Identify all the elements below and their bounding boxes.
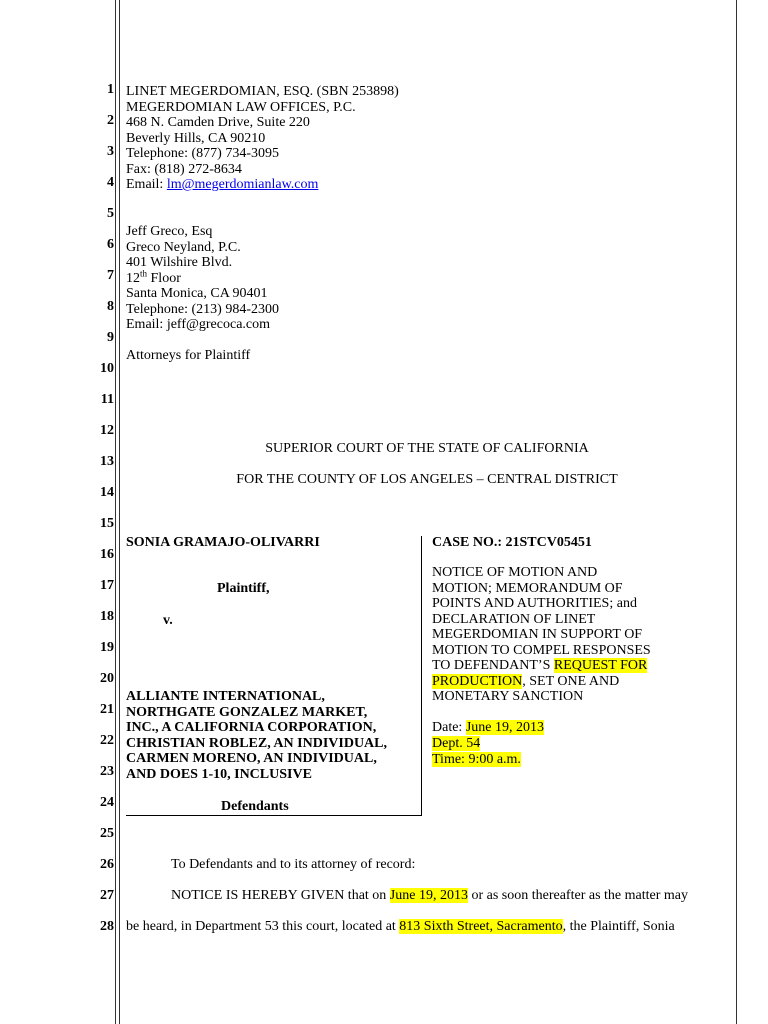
defendant-line: AND DOES 1-10, INCLUSIVE	[126, 766, 312, 782]
defendant-line: CHRISTIAN ROBLEZ, AN INDIVIDUAL,	[126, 735, 387, 751]
telephone: Telephone: (213) 984-2300	[126, 301, 279, 317]
attorney-name: LINET MEGERDOMIAN, ESQ. (SBN 253898)	[126, 84, 399, 99]
motion-title-line: POINTS AND AUTHORITIES; and	[432, 596, 637, 611]
floor-ordinal: th	[140, 267, 148, 278]
line-number: 10	[100, 361, 114, 376]
line-number: 8	[107, 299, 114, 314]
floor-number: 12	[126, 270, 140, 286]
line-number: 15	[100, 516, 114, 531]
email-line: Email: jeff@grecoca.com	[126, 317, 271, 332]
city-address: Santa Monica, CA 90401	[126, 286, 268, 301]
line-number: 27	[100, 888, 114, 903]
line-number: 5	[107, 206, 114, 221]
date-label: Date:	[432, 720, 466, 735]
hearing-time	[432, 752, 521, 768]
case-number: CASE NO.: 21STCV05451	[432, 535, 592, 550]
motion-title-text: TO DEFENDANT’S	[432, 658, 554, 673]
line-number: 19	[100, 640, 114, 655]
versus: v.	[163, 613, 173, 628]
hearing-dept	[432, 736, 480, 752]
highlighted-date: June 19, 2013	[389, 888, 468, 903]
line-number: 20	[100, 671, 114, 686]
line-number: 7	[107, 268, 114, 283]
floor-line	[126, 267, 181, 287]
body-text-run: NOTICE IS HEREBY GIVEN that on	[171, 888, 390, 903]
body-line	[171, 888, 688, 904]
firm-name: MEGERDOMIAN LAW OFFICES, P.C.	[126, 99, 356, 115]
caption-divider-horizontal	[126, 815, 422, 816]
line-number: 21	[100, 702, 114, 717]
body-line: To Defendants and to its attorney of record:	[171, 857, 416, 872]
fax: Fax: (818) 272-8634	[126, 161, 242, 177]
floor-label: Floor	[147, 270, 181, 286]
city-address: Beverly Hills, CA 90210	[126, 130, 266, 146]
plaintiff-name: SONIA GRAMAJO-OLIVARRI	[126, 535, 320, 550]
date-value: June 19, 2013	[465, 720, 544, 735]
defendant-line: INC., A CALIFORNIA CORPORATION,	[126, 720, 377, 735]
line-number: 23	[100, 764, 114, 779]
motion-title-text: , SET ONE AND	[522, 673, 620, 689]
defendant-line: NORTHGATE GONZALEZ MARKET,	[126, 704, 368, 720]
line-number: 22	[100, 733, 114, 748]
motion-title-line	[432, 658, 647, 674]
motion-title-line: NOTICE OF MOTION AND	[432, 565, 598, 580]
body-line	[126, 919, 675, 935]
street-address: 401 Wilshire Blvd.	[126, 255, 233, 270]
line-number: 9	[107, 330, 114, 345]
email-label: Email:	[126, 177, 167, 192]
defendants-label: Defendants	[221, 799, 289, 814]
plaintiff-label: Plaintiff,	[217, 581, 270, 596]
hearing-date	[432, 720, 544, 736]
line-number: 12	[100, 423, 114, 438]
motion-title-line: MEGERDOMIAN IN SUPPORT OF	[432, 627, 643, 642]
right-margin-rule	[736, 0, 737, 1024]
highlighted-text: REQUEST FOR	[553, 658, 648, 673]
street-address: 468 N. Camden Drive, Suite 220	[126, 115, 310, 130]
body-text-run: be heard, in Department 53 this court, located at	[126, 919, 400, 934]
email-link[interactable]: lm@megerdomianlaw.com	[166, 177, 319, 192]
defendant-line: CARMEN MORENO, AN INDIVIDUAL,	[126, 751, 377, 766]
court-county: FOR THE COUNTY OF LOS ANGELES – CENTRAL DISTRICT	[236, 472, 618, 487]
body-text-run: or as soon thereafter as the matter may	[467, 888, 688, 903]
attorney-name: Jeff Greco, Esq	[126, 224, 213, 239]
line-number: 16	[100, 547, 114, 562]
time-value: Time: 9:00 a.m.	[432, 751, 521, 767]
line-number: 2	[107, 113, 114, 128]
email-line	[126, 177, 318, 193]
line-number: 26	[100, 857, 114, 872]
firm-name: Greco Neyland, P.C.	[126, 239, 241, 255]
caption-divider-vertical	[421, 536, 422, 816]
motion-title-line: DECLARATION OF LINET	[432, 611, 596, 627]
line-number: 18	[100, 609, 114, 624]
line-number: 3	[107, 144, 114, 159]
telephone: Telephone: (877) 734-3095	[126, 146, 279, 161]
line-number: 14	[100, 485, 114, 500]
left-margin-rule-outer	[115, 0, 116, 1024]
motion-title-line: MOTION; MEMORANDUM OF	[432, 580, 623, 596]
body-text-run: , the Plaintiff, Sonia	[562, 919, 675, 934]
line-number: 17	[100, 578, 114, 593]
line-number: 6	[107, 237, 114, 252]
court-name: SUPERIOR COURT OF THE STATE OF CALIFORNIA	[265, 441, 589, 456]
line-number: 13	[100, 454, 114, 469]
motion-title-line	[432, 674, 619, 690]
highlighted-address: 813 Sixth Street, Sacramento	[399, 919, 563, 934]
line-number: 28	[100, 919, 114, 934]
line-number: 4	[107, 175, 114, 190]
highlighted-text: PRODUCTION	[432, 673, 523, 689]
attorneys-for: Attorneys for Plaintiff	[126, 348, 251, 363]
line-number: 1	[107, 82, 114, 97]
defendant-line: ALLIANTE INTERNATIONAL,	[126, 689, 325, 704]
line-number: 24	[100, 795, 114, 810]
line-number: 25	[100, 826, 114, 841]
motion-title-line: MONETARY SANCTION	[432, 689, 584, 704]
motion-title-line: MOTION TO COMPEL RESPONSES	[432, 642, 651, 658]
dept-value: Dept. 54	[432, 736, 481, 751]
line-number: 11	[100, 392, 114, 407]
left-margin-rule-inner	[119, 0, 120, 1024]
